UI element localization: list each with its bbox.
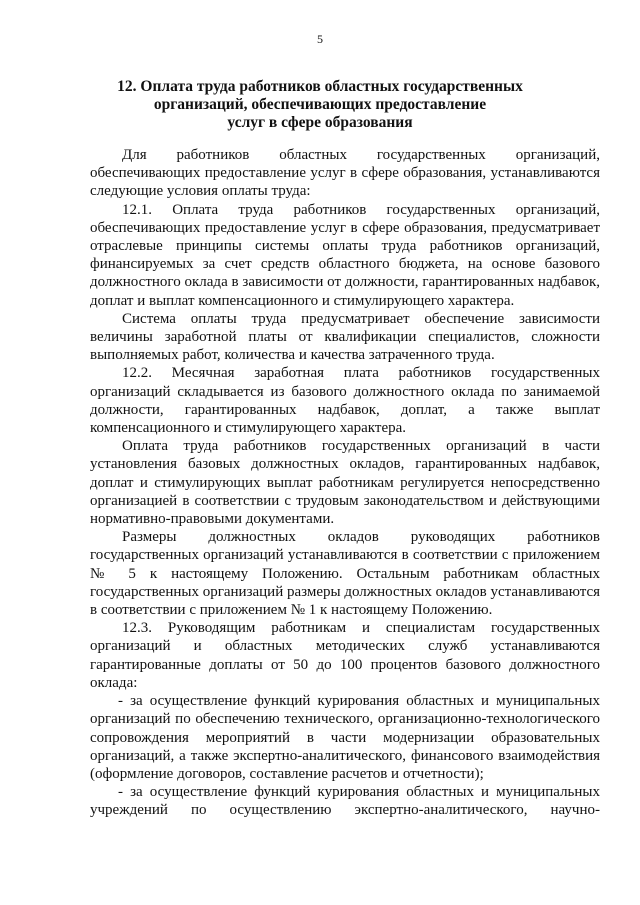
- document-body: [90, 146, 600, 820]
- paragraph: Размеры должностных окладов руководящих работников государственных организаций устанавливаются в соответствии с приложением № 5 к настоящему Положению. Остальным работникам областных государственных организаций размеры должностных окладов устанавливаются в соответствии с приложением № 1 к настоящему Положению.: [90, 529, 600, 619]
- section-heading: [110, 78, 530, 132]
- paragraph: 12.1. Оплата труда работников государственных организаций, обеспечивающих предоставление услуг в сфере образования, предусматривает отраслевые принципы системы оплаты труда работников организаций, финансируемых за счет средств областного бюджета, на основе базового должностного оклада в зависимости от должности, гарантированных надбавок, доплат и выплат компенсационного и стимулирующего характера.: [90, 201, 600, 309]
- bullet-paragraph: - за осуществление функций курирования областных и муниципальных организаций по обеспечению технического, организационно-технологического сопровождения мероприятий в части модернизации образовательных организаций, а также экспертно-аналитического, финансового взаимодействия (оформление договоров, составление расчетов и отчетности);: [90, 693, 600, 782]
- paragraph: 12.3. Руководящим работникам и специалистам государственных организаций и областных методических служб устанавливаются гарантированные доплаты от 50 до 100 процентов базового должностного оклада:: [90, 620, 600, 691]
- paragraph: 12.2. Месячная заработная плата работников государственных организаций складывается из базового должностного оклада по занимаемой должности, гарантированных надбавок, доплат, а также выплат компенсационного и стимулирующего характера.: [90, 365, 600, 437]
- paragraph: Оплата труда работников государственных организаций в части установления базовых должностных окладов, гарантированных надбавок, доплат и стимулирующих выплат работникам регулируется непосредственно организацией в соответствии с трудовым законодательством и действующими нормативно-правовыми документами.: [90, 438, 600, 528]
- paragraph: Система оплаты труда предусматривает обеспечение зависимости величины заработной платы от квалификации специалистов, сложности выполняемых работ, количества и качества затраченного труда.: [90, 310, 600, 364]
- heading-line: организаций, обеспечивающих предоставление: [153, 96, 487, 113]
- heading-line: услуг в сфере образования: [227, 114, 413, 131]
- paragraph: Для работников областных государственных организаций, обеспечивающих предоставление услуг в сфере образования, устанавливаются следующие условия оплаты труда:: [90, 147, 600, 200]
- page-number: 5: [317, 32, 323, 46]
- bullet-paragraph: - за осуществление функций курирования областных и муниципальных учреждений по осуществлению экспертно-аналитического, научно-: [90, 784, 600, 819]
- heading-line: 12. Оплата труда работников областных государственных: [117, 78, 523, 95]
